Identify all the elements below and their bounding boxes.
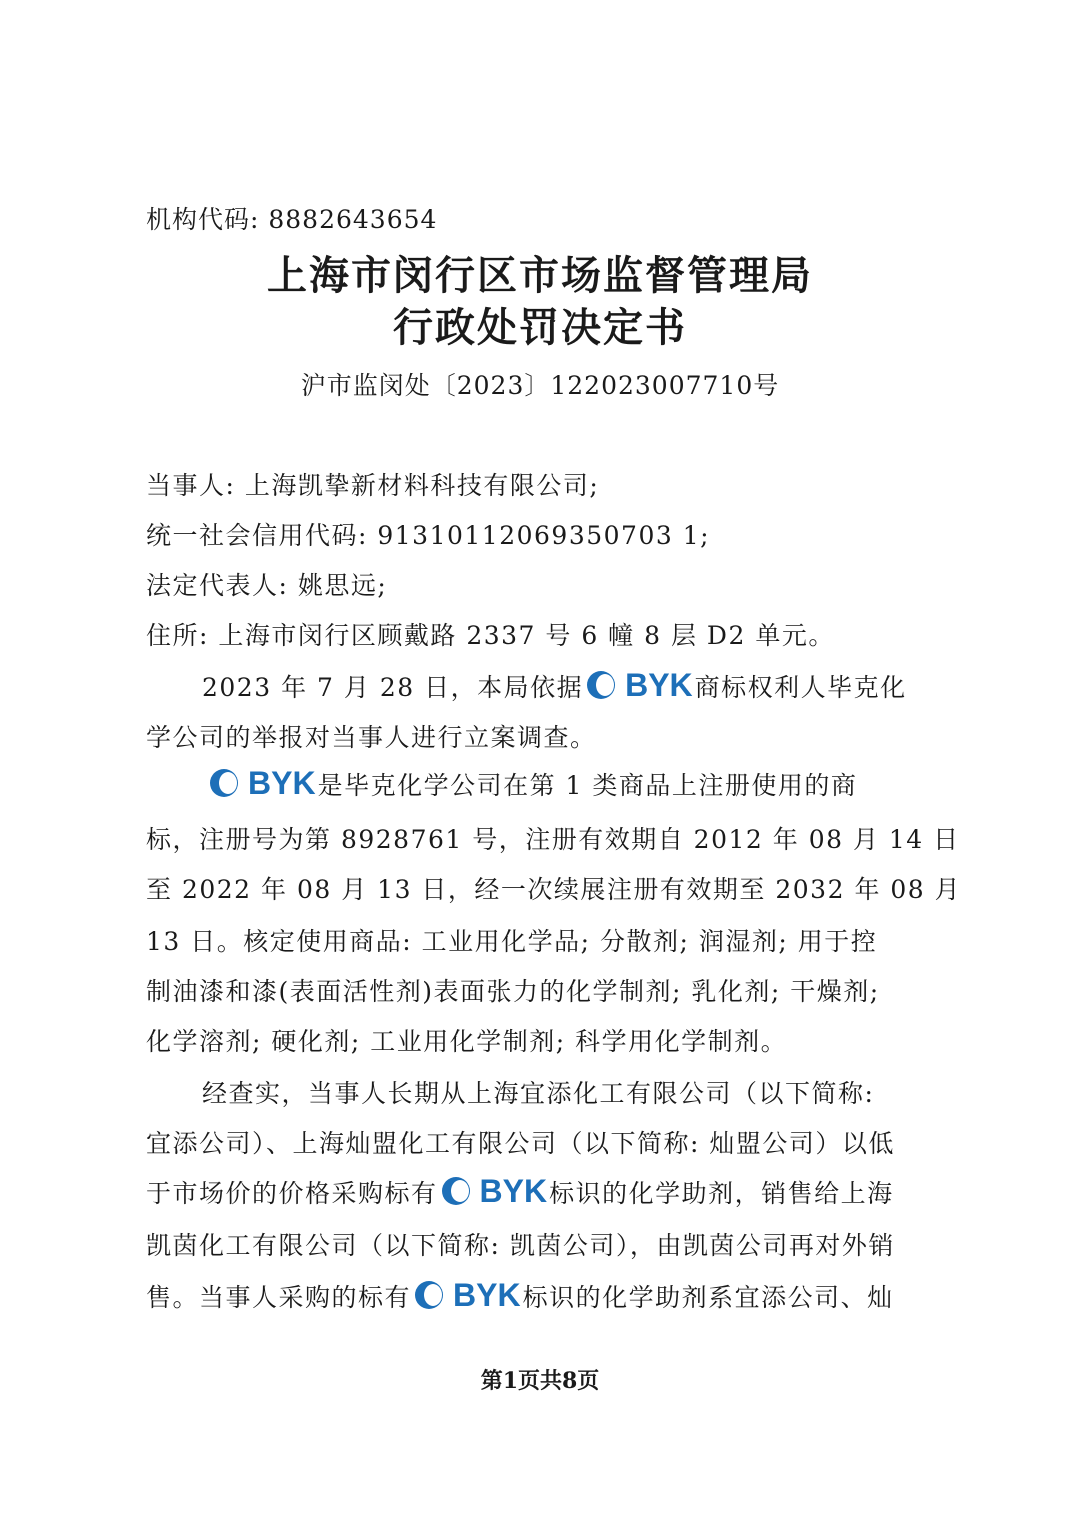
byk-logo — [208, 767, 316, 799]
document-title-line2: 行政处罚决定书 — [393, 304, 687, 351]
byk-logo-text: BYK — [625, 667, 693, 703]
byk-swirl-icon — [208, 768, 242, 798]
paragraph-line: 经查实，当事人长期从上海宜添化工有限公司（以下简称: — [202, 1079, 875, 1108]
byk-logo — [413, 1279, 521, 1311]
paragraph-line: 13 日。核定使用商品: 工业用化学品; 分散剂; 润湿剂; 用于控 — [146, 927, 878, 956]
credit-code: 统一社会信用代码: 91310112069350703 1; — [146, 521, 711, 550]
byk-swirl-icon — [413, 1280, 447, 1310]
legal-representative: 法定代表人: 姚思远; — [146, 571, 388, 600]
byk-swirl-icon — [440, 1176, 474, 1206]
text-segment: 标识的化学助剂系宜添公司、灿 — [522, 1283, 894, 1312]
text-segment: 标识的化学助剂，销售给上海 — [549, 1179, 894, 1208]
byk-logo-text: BYK — [479, 1173, 548, 1209]
paragraph-line — [146, 1174, 894, 1214]
text-segment: 于市场价的价格采购标有 — [146, 1179, 438, 1208]
page-number: 第1页共8页 — [480, 1368, 600, 1394]
text-segment: 商标权利人毕克化 — [694, 673, 907, 702]
paragraph-line: 宜添公司）、上海灿盟化工有限公司（以下简称: 灿盟公司）以低 — [146, 1129, 895, 1158]
text-segment: 是毕克化学公司在第 1 类商品上注册使用的商 — [317, 771, 858, 800]
paragraph-line: 至 2022 年 08 月 13 日，经一次续展注册有效期至 2032 年 08 月 — [146, 875, 962, 904]
paragraph-line: 凯茵化工有限公司（以下简称: 凯茵公司），由凯茵公司再对外销 — [146, 1231, 895, 1260]
party-name: 当事人: 上海凯挚新材料科技有限公司; — [146, 471, 600, 500]
address: 住所: 上海市闵行区顾戴路 2337 号 6 幢 8 层 D2 单元。 — [146, 621, 835, 650]
byk-swirl-icon — [585, 670, 619, 700]
paragraph-line: 制油漆和漆(表面活性剂)表面张力的化学制剂; 乳化剂; 干燥剂; — [146, 977, 880, 1006]
paragraph-line — [206, 766, 857, 806]
byk-logo-text: BYK — [453, 1277, 521, 1313]
text-segment: 2023 年 7 月 28 日，本局依据 — [202, 673, 584, 702]
document-number: 沪市监闵处〔2023〕122023007710号 — [300, 371, 780, 400]
paragraph-line: 标，注册号为第 8928761 号，注册有效期自 2012 年 08 月 14 日 — [146, 825, 960, 854]
paragraph-line: 学公司的举报对当事人进行立案调查。 — [146, 723, 597, 752]
text-segment: 售。当事人采购的标有 — [146, 1283, 412, 1312]
byk-logo — [440, 1175, 548, 1207]
byk-logo-text: BYK — [248, 765, 316, 801]
paragraph-line — [146, 1278, 894, 1318]
document-title-line1: 上海市闵行区市场监督管理局 — [267, 252, 813, 299]
byk-logo — [585, 669, 693, 701]
org-code: 机构代码: 8882643654 — [146, 205, 438, 234]
paragraph-line: 化学溶剂; 硬化剂; 工业用化学制剂; 科学用化学制剂。 — [146, 1027, 788, 1056]
paragraph-line — [202, 668, 907, 708]
